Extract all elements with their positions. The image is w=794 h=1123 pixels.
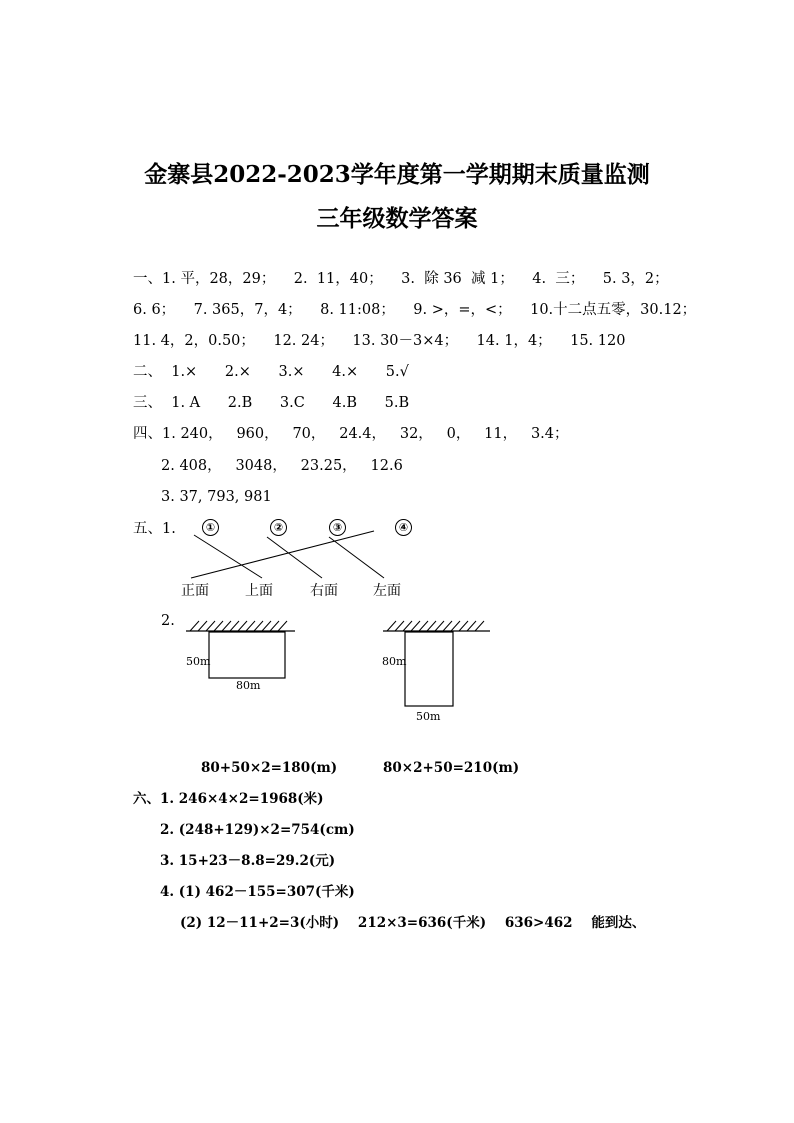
section-2-line: 二、 1.× 2.× 3.× 4.× 5.√ [133,364,409,380]
section-6-line-3: 3. 15+23－8.8=29.2(元) [160,853,336,869]
view-circle-4: ④ [395,519,412,536]
rect1-height-label: 50m [186,655,211,668]
garden-diagram-1 [186,621,295,678]
section-4-line-2: 2. 408， 3048， 23.25， 12.6 [161,458,403,474]
view-circle-3: ③ [329,519,346,536]
section-6-line-5: (2) 12－11+2=3(小时) 212×3=636(千米) 636>462 能到达、 [180,915,646,931]
section-1-line-1: 一、1. 平，28，29； 2. 11，40； 3. 除 36 减 1； 4. 三； 5. 3，2； [133,271,669,287]
match-line-4 [191,531,374,578]
view-circle-2: ② [270,519,287,536]
section-3-line: 三、 1. A 2.B 3.C 4.B 5.B [133,395,410,411]
rect2-width-label: 50m [416,710,441,723]
section-6-line-1: 六、1. 246×4×2=1968(米) [133,791,324,807]
document-subtitle: 三年级数学答案 [316,205,478,232]
match-line-1 [194,535,262,578]
rect2-height-label: 80m [382,655,407,668]
rect1-width-label: 80m [236,679,261,692]
view-label-top: 上面 [245,583,273,599]
section-6-line-2: 2. (248+129)×2=754(cm) [160,822,355,838]
section-1-line-3: 11. 4，2，0.50； 12. 24； 13. 30－3×4； 14. 1，4； 15. 120 [133,333,626,349]
view-label-right: 右面 [310,583,338,599]
section-5-q2-label: 2. [161,613,175,629]
section-5-label: 五、1. [133,521,176,537]
section-4-line-1: 四、1. 240， 960， 70， 24.4， 32， 0， 11， 3.4； [133,426,569,442]
section-1-line-2: 6. 6； 7. 365，7，4； 8. 11:08； 9. >，=，<； 10.十二点五零，30.12； [133,302,697,318]
perimeter-formula-2: 80×2+50=210(m) [383,760,520,776]
view-label-front: 正面 [181,583,209,599]
section-6-line-4: 4. (1) 462－155=307(千米) [160,884,355,900]
section-4-line-3: 3. 37, 793, 981 [161,489,272,505]
perimeter-formula-1: 80+50×2=180(m) [201,760,338,776]
match-line-3 [329,537,384,578]
view-label-left: 左面 [373,583,401,599]
document-title: 金寨县2022-2023学年度第一学期期末质量监测 [144,161,650,188]
view-circle-1: ① [202,519,219,536]
match-line-2 [267,537,322,578]
